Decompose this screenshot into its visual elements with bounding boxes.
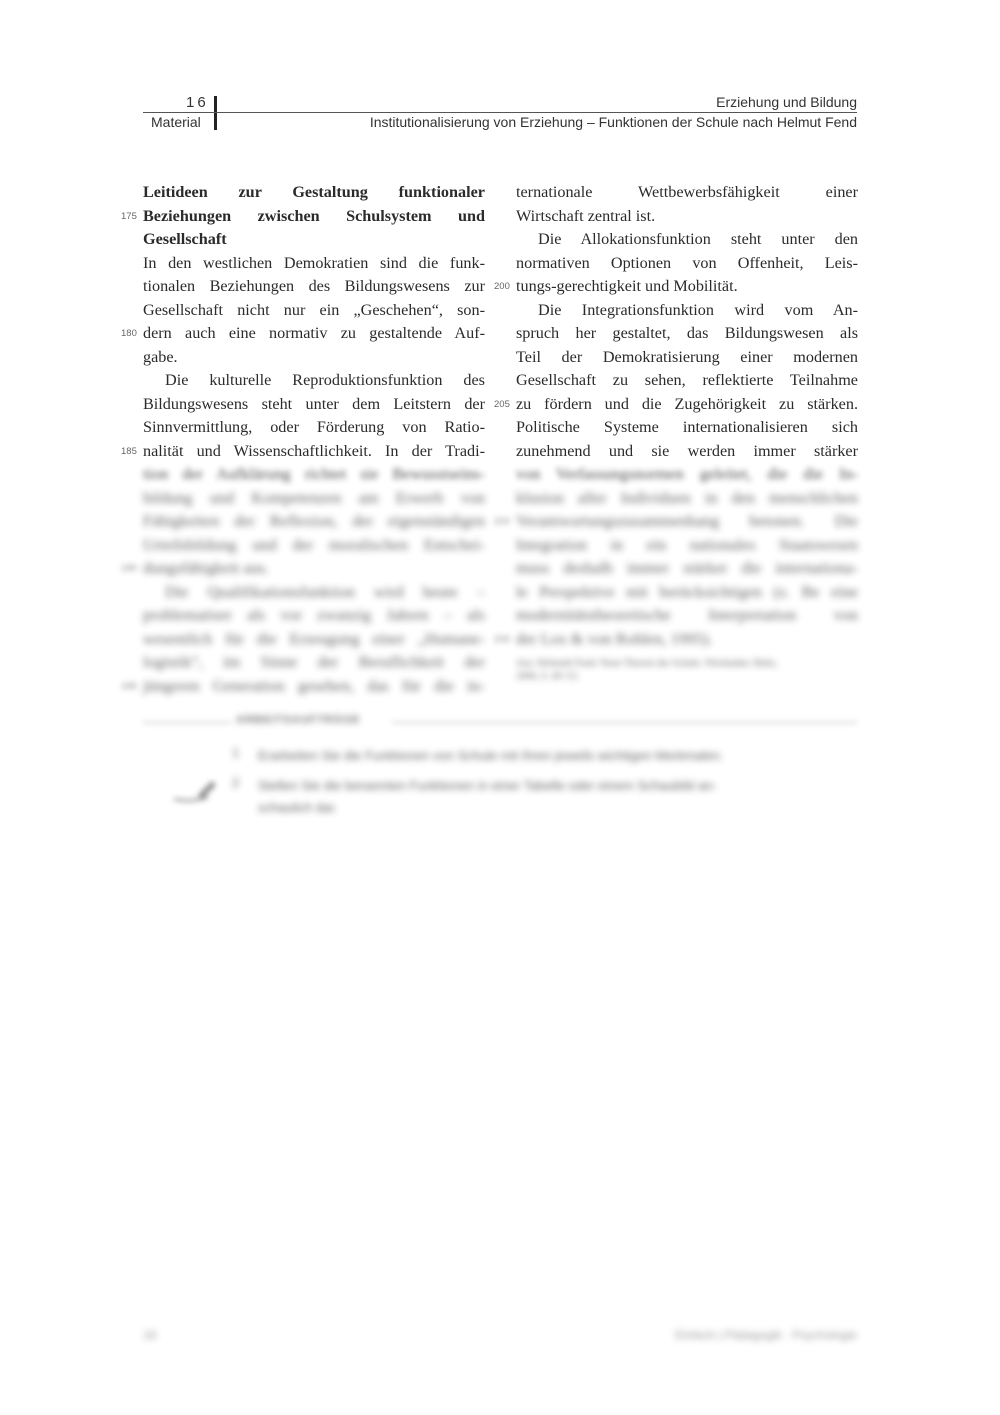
paragraph-line: Urteilsbildung und der moralischen Entschei- [143, 535, 485, 554]
header-rule [143, 112, 857, 113]
task-number: 1 [232, 745, 240, 760]
tasks-rule [392, 722, 857, 723]
paragraph-line: zunehmend und sie werden immer stärker [516, 441, 858, 460]
line-number: 190 [121, 563, 137, 574]
source-citation: 2006, S. 49–53. [516, 671, 580, 682]
task-number: 2 [232, 775, 240, 790]
paragraph-line: nalität und Wissenschaftlichkeit. In der Tradi- [143, 441, 485, 460]
right-column [516, 181, 858, 683]
section-heading: Beziehungen zwischen Schulsystem und [143, 206, 485, 225]
paragraph-line: Die kulturelle Reproduktionsfunktion des [165, 371, 485, 389]
task-text: Erarbeiten Sie die Funktionen von Schule mit Ihren jeweils wichtigen Merkmalen. [258, 748, 724, 763]
paragraph-line: bildung und Kompetenzen am Erwerb von [143, 488, 485, 507]
paragraph-line: von Verfassungsnormen geleitet, die die In- [516, 465, 858, 483]
paragraph-line: Wirtschaft zentral ist. [516, 206, 656, 225]
footer-publisher: Einfach | Pädagogik · Psychologie [675, 1328, 857, 1342]
paragraph-line: modernitätstheoretische Interpretation von [516, 606, 858, 624]
paragraph-line: der Lox & von Rohlen, 1995). [516, 629, 713, 648]
paragraph-line: le Perspektive mit berücksichtigen (z. Be eine [516, 582, 858, 601]
paragraph-line: Die Allokationsfunktion steht unter den [538, 230, 858, 248]
paragraph-line: problematiser als vor zwanzig Jahren – als [143, 606, 485, 624]
line-number: 210 [494, 516, 510, 527]
paragraph-line: spruch her gestaltet, das Bildungswesen als [516, 324, 858, 342]
page-number: 16 [186, 94, 209, 111]
paragraph-line: logistik“, im Sinne der Beruflichkeit der [143, 653, 485, 671]
tasks-rule [143, 722, 231, 723]
source-citation: Aus: Helmuth Fend: Neue Theorie der Schule. Wiesbaden: Beltz, [516, 658, 778, 669]
line-number: 175 [121, 211, 137, 222]
paragraph-line: muss deshalb immer stärker die internationa- [516, 559, 858, 577]
section-heading: Leitideen zur Gestaltung funktionaler [143, 183, 485, 201]
paragraph-line: Gesellschaft zu sehen, reflektierte Teilnahme [516, 371, 858, 389]
paragraph-line: Gesellschaft nicht nur ein „Geschehen“, son- [143, 300, 485, 319]
paragraph-line: Fähigkeiten der Reflexion, der eigenständigen [143, 512, 485, 530]
line-number: 180 [121, 328, 137, 339]
paragraph-line: zu fördern und die Zugehörigkeit zu stärken. [516, 394, 858, 413]
task-item [258, 745, 858, 767]
line-number: 215 [494, 634, 510, 645]
paragraph-line: Die Qualifikationsfunktion wird heute – [165, 582, 485, 601]
paragraph-line: In den westlichen Demokratien sind die funk- [143, 253, 485, 272]
paragraph-line: Integration in ein nationales Staatswesen [516, 535, 858, 554]
tasks-title: ARBEITSAUFTRÄGE [236, 714, 361, 726]
paragraph-line: Bildungswesens steht unter dem Leitstern der [143, 394, 485, 413]
task-item [258, 775, 858, 819]
page-subtitle: Institutionalisierung von Erziehung – Funktionen der Schule nach Helmut Fend [369, 114, 857, 130]
paragraph-line: klusion aller Individuen in den menschlichen [516, 488, 858, 507]
pencil-icon [170, 775, 218, 805]
line-number: 200 [494, 281, 510, 292]
paragraph-line: ternationale Wettbewerbsfähigkeit einer [516, 183, 858, 201]
paragraph-line: Teil der Demokratisierung einer modernen [516, 347, 858, 366]
paragraph-line: Sinnvermittlung, oder Förderung von Ratio- [143, 418, 485, 436]
paragraph-line: Politische Systeme internationalisieren sich [516, 418, 858, 436]
footer-page-number: 16 [143, 1328, 157, 1342]
paragraph-line: gabe. [143, 347, 178, 366]
line-number: 195 [121, 681, 137, 692]
header-bar [214, 96, 217, 130]
paragraph-line: tionalen Beziehungen des Bildungswesens zur [143, 277, 485, 295]
paragraph-line: wesentlich für die Erzeugung einer „Humane- [143, 629, 485, 648]
task-text: schaulich dar. [258, 800, 338, 815]
paragraph-line: Die Integrationsfunktion wird vom An- [538, 300, 858, 319]
line-number: 185 [121, 446, 137, 457]
paragraph-line: dern auch eine normativ zu gestaltende Auf- [143, 324, 485, 342]
left-column [143, 181, 485, 698]
paragraph-line: jüngeren Generation gesehen, das für die in- [143, 676, 485, 695]
paragraph-line: normativen Optionen von Offenheit, Leis- [516, 253, 858, 272]
task-text: Stellen Sie die benannten Funktionen in einer Tabelle oder einem Schaubild an- [258, 778, 717, 793]
paragraph-line: Verantwortungszusammenhang betonen. Die [516, 512, 858, 530]
paragraph-line: dungsfähigkeit aus. [143, 559, 269, 577]
line-number: 205 [494, 399, 510, 410]
section-heading: Gesellschaft [143, 230, 227, 248]
paragraph-line: tion der Aufklärung richtet sie Bewusstseins- [143, 465, 485, 483]
section-label: Material [151, 114, 201, 130]
chapter-title: Erziehung und Bildung [716, 94, 857, 110]
paragraph-line: tungs-gerechtigkeit und Mobilität. [516, 277, 738, 295]
